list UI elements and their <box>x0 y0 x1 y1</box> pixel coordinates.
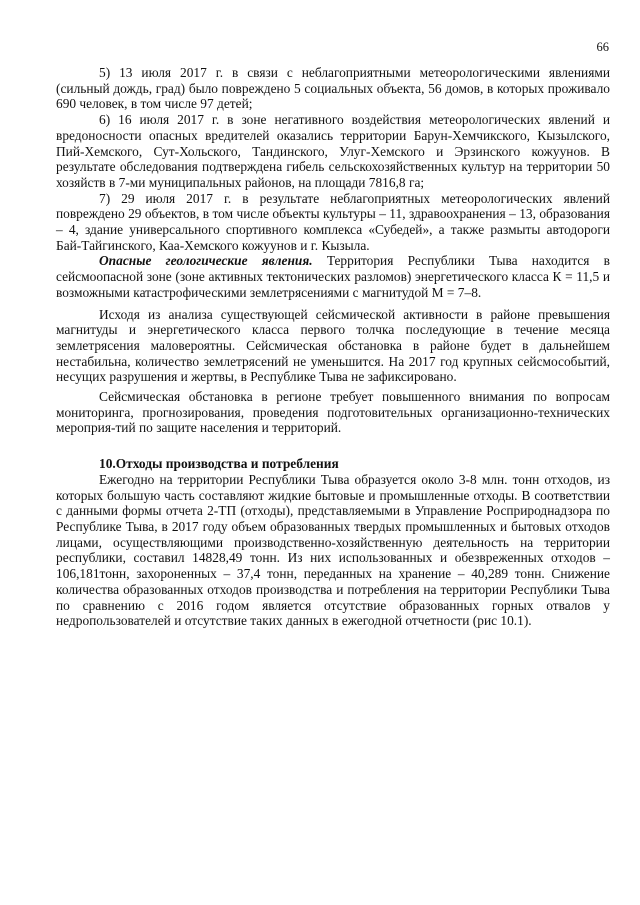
document-body <box>56 65 610 629</box>
section-heading: 10.Отходы производства и потребления <box>99 456 339 472</box>
geology-lead: Опасные геологические явления. <box>99 253 313 269</box>
paragraph-item-7: 7) 29 июля 2017 г. в результате неблагоприятных метеорологических явлений повреждено 29 объектов, в том числе объекты культуры – 11, здравоохранения – 13, образования – 4, здание универсального спортивного комплекса «Субедей», а также размыты автодороги Бай-Тайгинского, Каа-Хемского кожуунов и г. Кызыла. <box>56 190 610 253</box>
paragraph-item-5: 5) 13 июля 2017 г. в связи с неблагоприятными метеорологическими явлениями (сильный дождь, град) было повреждено 5 социальных объекта, 56 домов, в которых проживало 690 человек, в том числе 97 детей; <box>56 65 610 112</box>
paragraph-waste: Ежегодно на территории Республики Тыва образуется около 3-8 млн. тонн отходов, из которых большую часть составляют жидкие бытовые и промышленные отходы. В соответствии с данными формы отчета 2-ТП (отходы), представляемыми в Управление Росприроднадзора по Республике Тыва, в 2017 году объем образованных твердых промышленных и бытовых отходов лицами, осуществляющими производственно-хозяйственную деятельность на территории республики, составил 14828,49 тонн. Из них использованных и обезвреженных отходов – 106,181тонн, захороненных – 37,4 тонн, переданных на хранение – 40,289 тонн. Снижение количества образованных отходов производства и потребления на территории Республики Тыва по сравнению с 2016 годом является отсутствие образованных горных отвалов у недропользователей и отсутствие таких данных в ежегодной отчетности (рис 10.1). <box>56 471 610 629</box>
paragraph-item-6: 6) 16 июля 2017 г. в зоне негативного воздействия метеорологических явлений и вредоносности опасных вредителей оказались территории Барун-Хемчикского, Кызылского, Пий-Хемского, Сут-Хольского, Тандинского, Улуг-Хемского и Эрзинского кожуунов. В результате обследования подтверждена гибель сельскохозяйственных культур на территории 50 хозяйств в 7-ми муниципальных районов, на площади 7816,8 га; <box>56 112 610 190</box>
geology-text: Территория Республики Тыва находится в сейсмоопасной зоне (зоне активных тектонических разломов) энергетического класса К = 11,5 и возможными катастрофическими землетрясениями с магнитудой М = 7–8. <box>56 253 610 300</box>
paragraph-seismic-analysis: Исходя из анализа существующей сейсмической активности в районе превышения магнитуды и энергетического класса первого толчка последующие в течение месяца землетрясения маловероятны. Сейсмическая обстановка в районе будет в дальнейшем нестабильна, количество землетрясений не уменьшится. На 2017 год крупных сейсмособытий, несущих разрушения и жертвы, в Республике Тыва не зафиксировано. <box>56 306 610 385</box>
paragraph-geology <box>56 253 610 300</box>
paragraph-seismic-monitoring: Сейсмическая обстановка в регионе требует повышенного внимания по вопросам мониторинга, прогнозирования, проведения подготовительных организационно-технических мероприя-тий по защите населения и территорий. <box>56 389 610 436</box>
page-number: 66 <box>596 40 609 54</box>
